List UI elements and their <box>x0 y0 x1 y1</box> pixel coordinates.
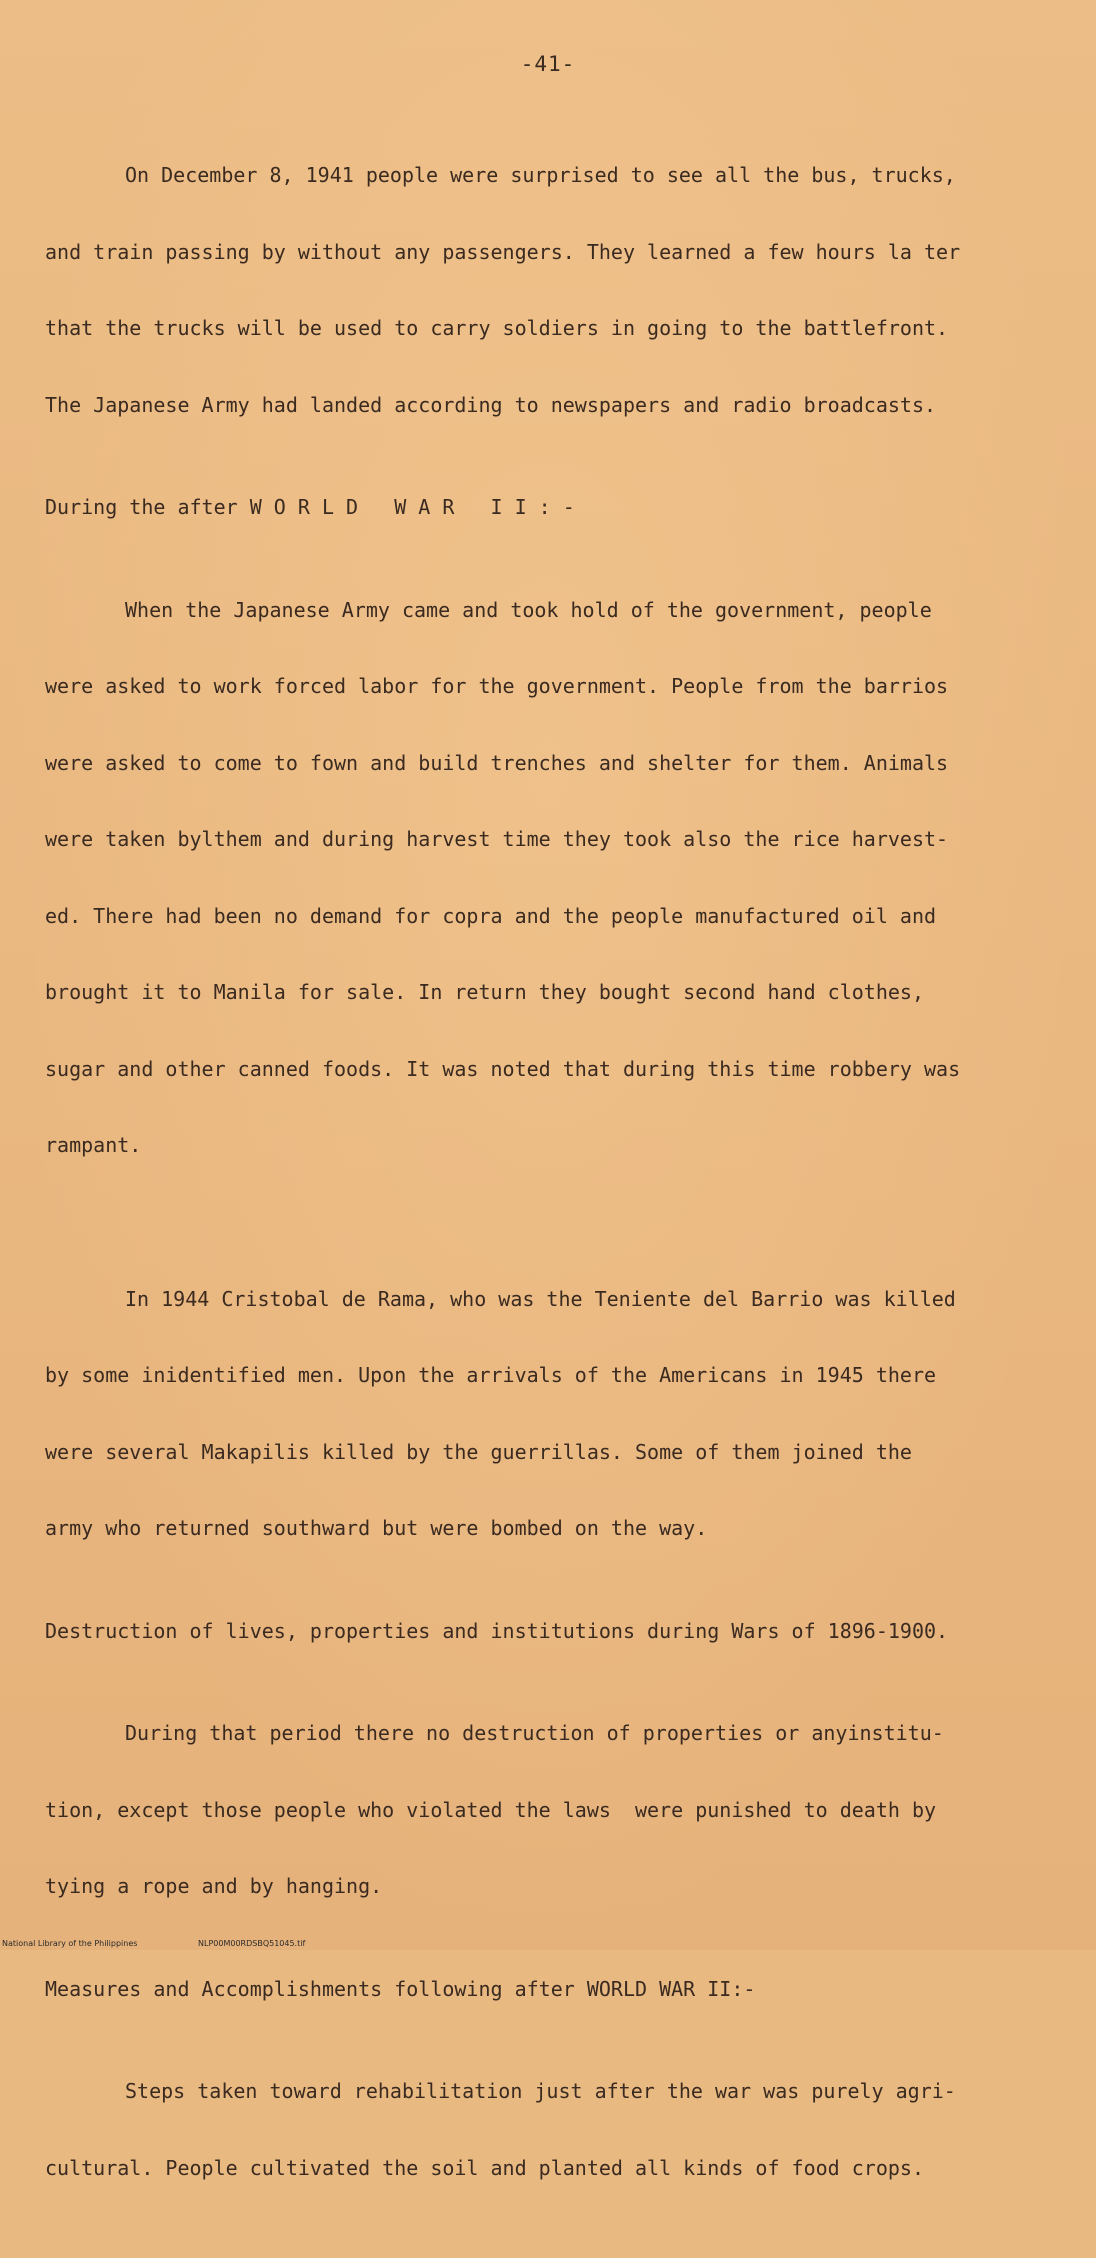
footer-library-name: National Library of the Philippines <box>2 1939 138 1948</box>
text-line: tion, except those people who violated the laws were punished to death by <box>45 1797 937 1822</box>
page-number: -41- <box>520 52 576 76</box>
text-line: were several Makapilis killed by the guerrillas. Some of them joined the <box>45 1439 912 1464</box>
heading-destruction: Destruction of lives, properties and institutions during Wars of 1896-1900. <box>45 1618 949 1643</box>
paragraph-that-period <box>45 1670 1055 1951</box>
text-line: army who returned southward but were bombed on the way. <box>45 1516 708 1540</box>
text-line: When the Japanese Army came and took hold of the government, people <box>125 597 932 622</box>
text-line: Steps taken toward rehabilitation just after the war was purely agri- <box>125 2079 956 2103</box>
text-line: ed. There had been no demand for copra and the people manufactured oil and <box>45 903 937 928</box>
text-line: that the trucks will be used to carry soldiers in going to the battlefront. <box>45 316 949 340</box>
text-line: were asked to come to fown and build trenches and shelter for them. Animals <box>45 750 949 775</box>
text-line: were taken bylthem and during harvest time they took also the rice harvest- <box>45 827 949 851</box>
text-line: cultural. People cultivated the soil and planted all kinds of food crops. <box>45 2155 924 2180</box>
text-line: In 1944 Cristobal de Rama, who was the Teniente del Barrio was killed <box>125 1286 956 1311</box>
text-line: by some inidentified men. Upon the arrivals of the Americans in 1945 there <box>45 1363 937 1387</box>
paragraph-december-1941 <box>45 112 1055 469</box>
text-line: and train passing by without any passengers. They learned a few hours la ter <box>45 239 961 264</box>
paragraph-1944 <box>45 1236 1055 1593</box>
paragraph-rehabilitation <box>45 2028 1055 2232</box>
heading-measures: Measures and Accomplishments following after WORLD WAR II:- <box>45 1976 756 2001</box>
heading-during-ww2: During the after W O R L D W A R I I : - <box>45 495 575 519</box>
text-line: sugar and other canned foods. It was noted that during this time robbery was <box>45 1056 961 1081</box>
text-line: brought it to Manila for sale. In return they bought second hand clothes, <box>45 980 924 1004</box>
text-line: were asked to work forced labor for the government. People from the barrios <box>45 674 949 698</box>
text-line: During that period there no destruction of properties or anyinstitu- <box>125 1721 944 1745</box>
text-line: rampant. <box>45 1133 142 1157</box>
document-body <box>45 112 1055 2258</box>
text-line: tying a rope and by hanging. <box>45 1874 383 1898</box>
paragraph-japanese-army <box>45 547 1055 1210</box>
text-line: On December 8, 1941 people were surprised to see all the bus, trucks, <box>125 163 956 187</box>
footer-file-name: NLP00M00RDSBQ51045.tif <box>198 1939 306 1948</box>
text-line: The Japanese Army had landed according to newspapers and radio broadcasts. <box>45 392 937 417</box>
